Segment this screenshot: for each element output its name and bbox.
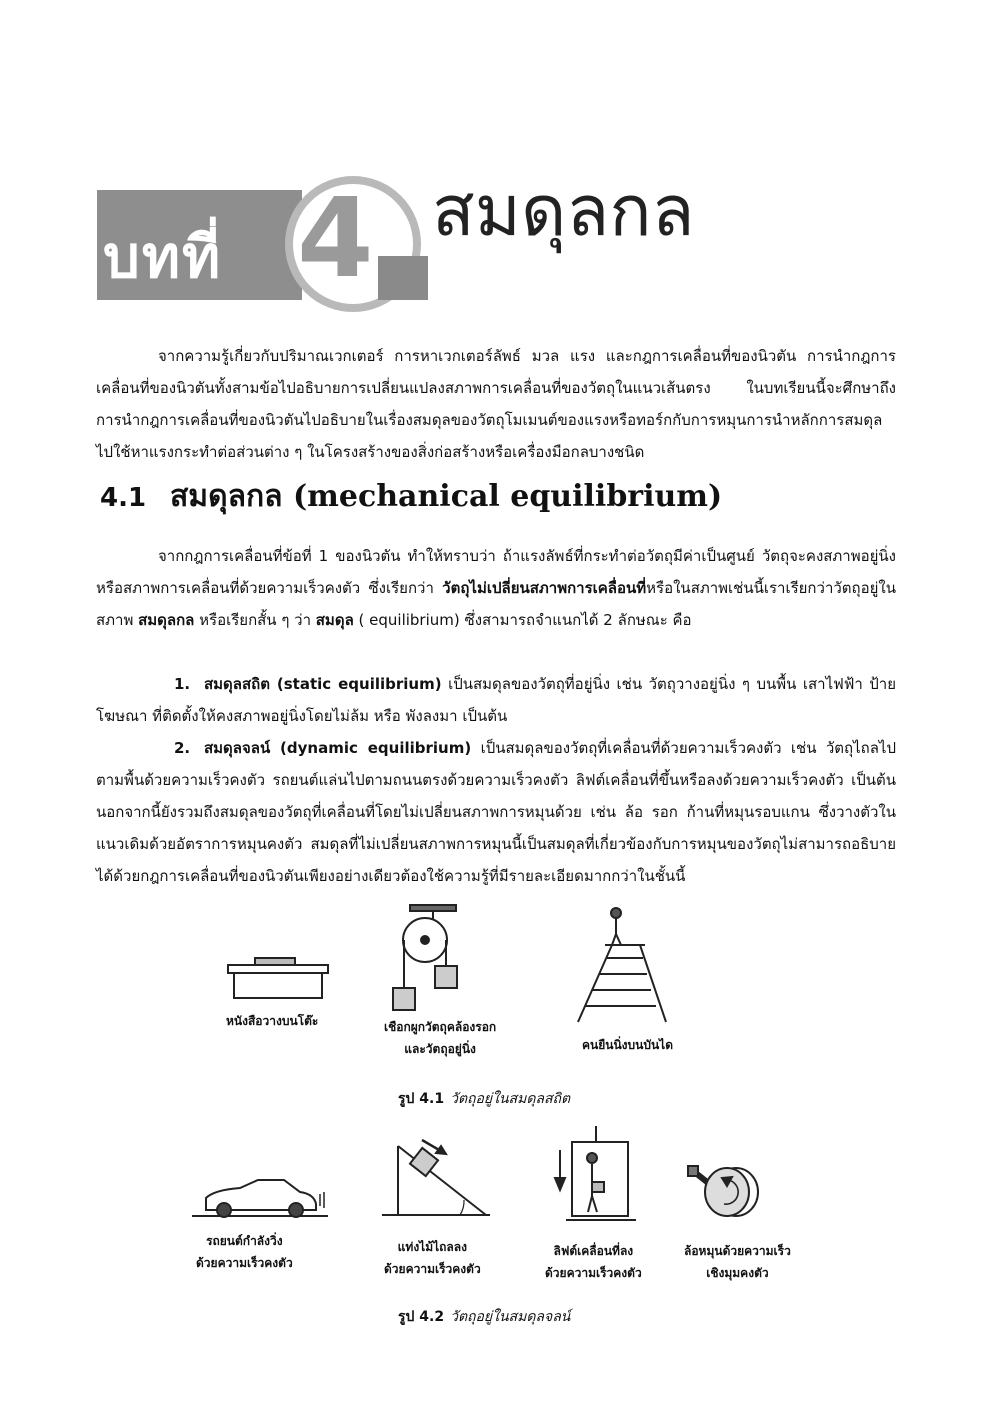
item-text-1: เป็นสมดุลของวัตถุที่อยู่นิ่ง เช่น วัตถุวางอยู่นิ่ง ๆ บนพื้น เสาไฟฟ้า ป้ายโฆษณา ที่ติดตั้งให้คงสภาพอยู่นิ่งโดยไม่ล้ม หรือ พังลงมา เป็นต้น	[96, 675, 896, 725]
wheel-illustration	[688, 1166, 758, 1216]
intro-text: จากความรู้เกี่ยวกับปริมาณเวกเตอร์ การหาเวกเตอร์ลัพธ์ มวล แรง และกฎการเคลื่อนที่ของนิวตัน การนำกฎการเคลื่อนที่ของนิวตันทั้งสามข้อไปอธิบายการเปลี่ยนแปลงสภาพการเคลื่อนที่ของวัตถุในแนวเส้นตรง ในบทเรียนนี้จะศึกษาถึงการนำกฎการเคลื่อนที่ของนิวตันไปอธิบายในเรื่องสมดุลของวัตถุโมเมนต์ของแรงหรือทอร์กกับการหมุนการนำหลักการสมดุลไปใช้หาแรงกระทำต่อส่วนต่าง ๆ ในโครงสร้างของสิ่งก่อสร้างหรือเครื่องมือกลบางชนิด	[96, 347, 896, 461]
item-text-2: เป็นสมดุลของวัตถุที่เคลื่อนที่ด้วยความเร็วคงตัว เช่น วัตถุไถลไปตามพื้นด้วยความเร็วคงตัว รถยนต์แล่นไปตามถนนตรงด้วยความเร็วคงตัว ลิฟต์เคลื่อนที่ขึ้นหรือลงด้วยความเร็วคงตัว เป็นต้น นอกจากนี้ยังรวมถึงสมดุลของวัตถุที่เคลื่อนที่โดยไม่เปลี่ยนสภาพการหมุนด้วย เช่น ล้อ รอก ก้านที่หมุนรอบแกน ซึ่งวางตัวในแนวเดิมด้วยอัตราการหมุนคงตัว สมดุลที่ไม่เปลี่ยนสภาพการหมุนนี้เป็นสมดุลที่เกี่ยวข้องกับการหมุนของวัตถุไม่สามารถอธิบายได้ด้วยกฎการเคลื่อนที่ของนิวตันเพียงอย่างเดียวต้องใช้ความรู้ที่มีรายละเอียดมากกว่าในชั้นนี้	[96, 739, 896, 885]
item-number-2: 2.	[174, 739, 191, 757]
para-bold-1: วัตถุไม่เปลี่ยนสภาพการเคลื่อนที่	[442, 579, 647, 597]
figure2-caption-incline	[384, 1236, 481, 1280]
caption-line: เชิงมุมคงตัว	[706, 1266, 769, 1280]
caption-line: ล้อหมุนด้วยความเร็ว	[684, 1244, 791, 1258]
figure1-caption-ladder	[582, 1034, 673, 1056]
caption-line: คนยืนนิ่งบนบันได	[582, 1038, 673, 1052]
caption-line: และวัตถุอยู่นิ่ง	[404, 1042, 476, 1056]
chapter-number: 4	[297, 174, 374, 302]
item-term-1: สมดุลสถิต (static equilibrium)	[204, 675, 442, 693]
figure-label: รูป 4.1	[398, 1091, 445, 1107]
caption-line: หนังสือวางบนโต๊ะ	[226, 1014, 319, 1028]
para-text-3: หรือเรียกสั้น ๆ ว่า	[194, 611, 316, 629]
book-on-table-illustration	[228, 958, 328, 998]
pulley-illustration	[393, 905, 457, 1010]
item-term-2: สมดุลจลน์ (dynamic equilibrium)	[204, 739, 472, 757]
figure2-caption-wheel	[684, 1240, 791, 1284]
caption-line: ลิฟต์เคลื่อนที่ลง	[553, 1244, 634, 1258]
chapter-label: บทที่	[103, 223, 223, 291]
car-illustration	[192, 1180, 328, 1217]
figure-label: รูป 4.2	[398, 1309, 445, 1325]
elevator-illustration	[555, 1126, 636, 1220]
section-title: สมดุลกล	[170, 479, 283, 514]
ladder-illustration	[578, 908, 666, 1022]
figure1-caption-pulley	[384, 1016, 496, 1060]
chapter-title: สมดุลกล	[432, 170, 695, 252]
caption-line: รถยนต์กำลังวิ่ง	[206, 1234, 283, 1248]
para-text-4: ( equilibrium) ซึ่งสามารถจำแนกได้ 2 ลักษณะ คือ	[353, 611, 692, 629]
figure2-title	[398, 1306, 570, 1328]
caption-line: ด้วยความเร็วคงตัว	[384, 1262, 481, 1276]
figure-title-text: วัตถุอยู่ในสมดุลจลน์	[450, 1309, 571, 1325]
figure2-caption-elevator	[545, 1240, 642, 1284]
figure2-caption-car	[196, 1230, 293, 1274]
section-number: 4.1	[100, 483, 147, 513]
incline-illustration	[382, 1140, 490, 1215]
figure1-caption-book	[226, 1010, 318, 1032]
caption-line: เชือกผูกวัตถุคล้องรอก	[384, 1020, 497, 1034]
figure1-title	[398, 1088, 570, 1110]
caption-line: ด้วยความเร็วคงตัว	[196, 1256, 293, 1270]
caption-line: ด้วยความเร็วคงตัว	[545, 1266, 642, 1280]
para-bold-2: สมดุลกล	[138, 611, 195, 629]
para-text-1: จากกฎการเคลื่อนที่ข้อที่ 1 ของนิวตัน ทำให้ทราบว่า ถ้าแรงลัพธ์ที่กระทำต่อวัตถุมีค่าเป็นศูนย์ วัตถุจะคงสภาพอยู่นิ่งหรือสภาพการเคลื่อนที่ด้วยความเร็วคงตัว ซึ่งเรียกว่า	[96, 547, 896, 597]
caption-line: แท่งไม้ไถลลง	[397, 1240, 467, 1254]
para-text-2: หรือในสภาพเช่นนี้เราเรียกว่าวัตถุอยู่ในสภาพ	[96, 579, 896, 629]
item-number-1: 1.	[174, 675, 191, 693]
section-title-en: (mechanical equilibrium)	[292, 479, 723, 514]
figure-title-text: วัตถุอยู่ในสมดุลสถิต	[450, 1091, 571, 1107]
para-bold-3: สมดุล	[315, 611, 354, 629]
